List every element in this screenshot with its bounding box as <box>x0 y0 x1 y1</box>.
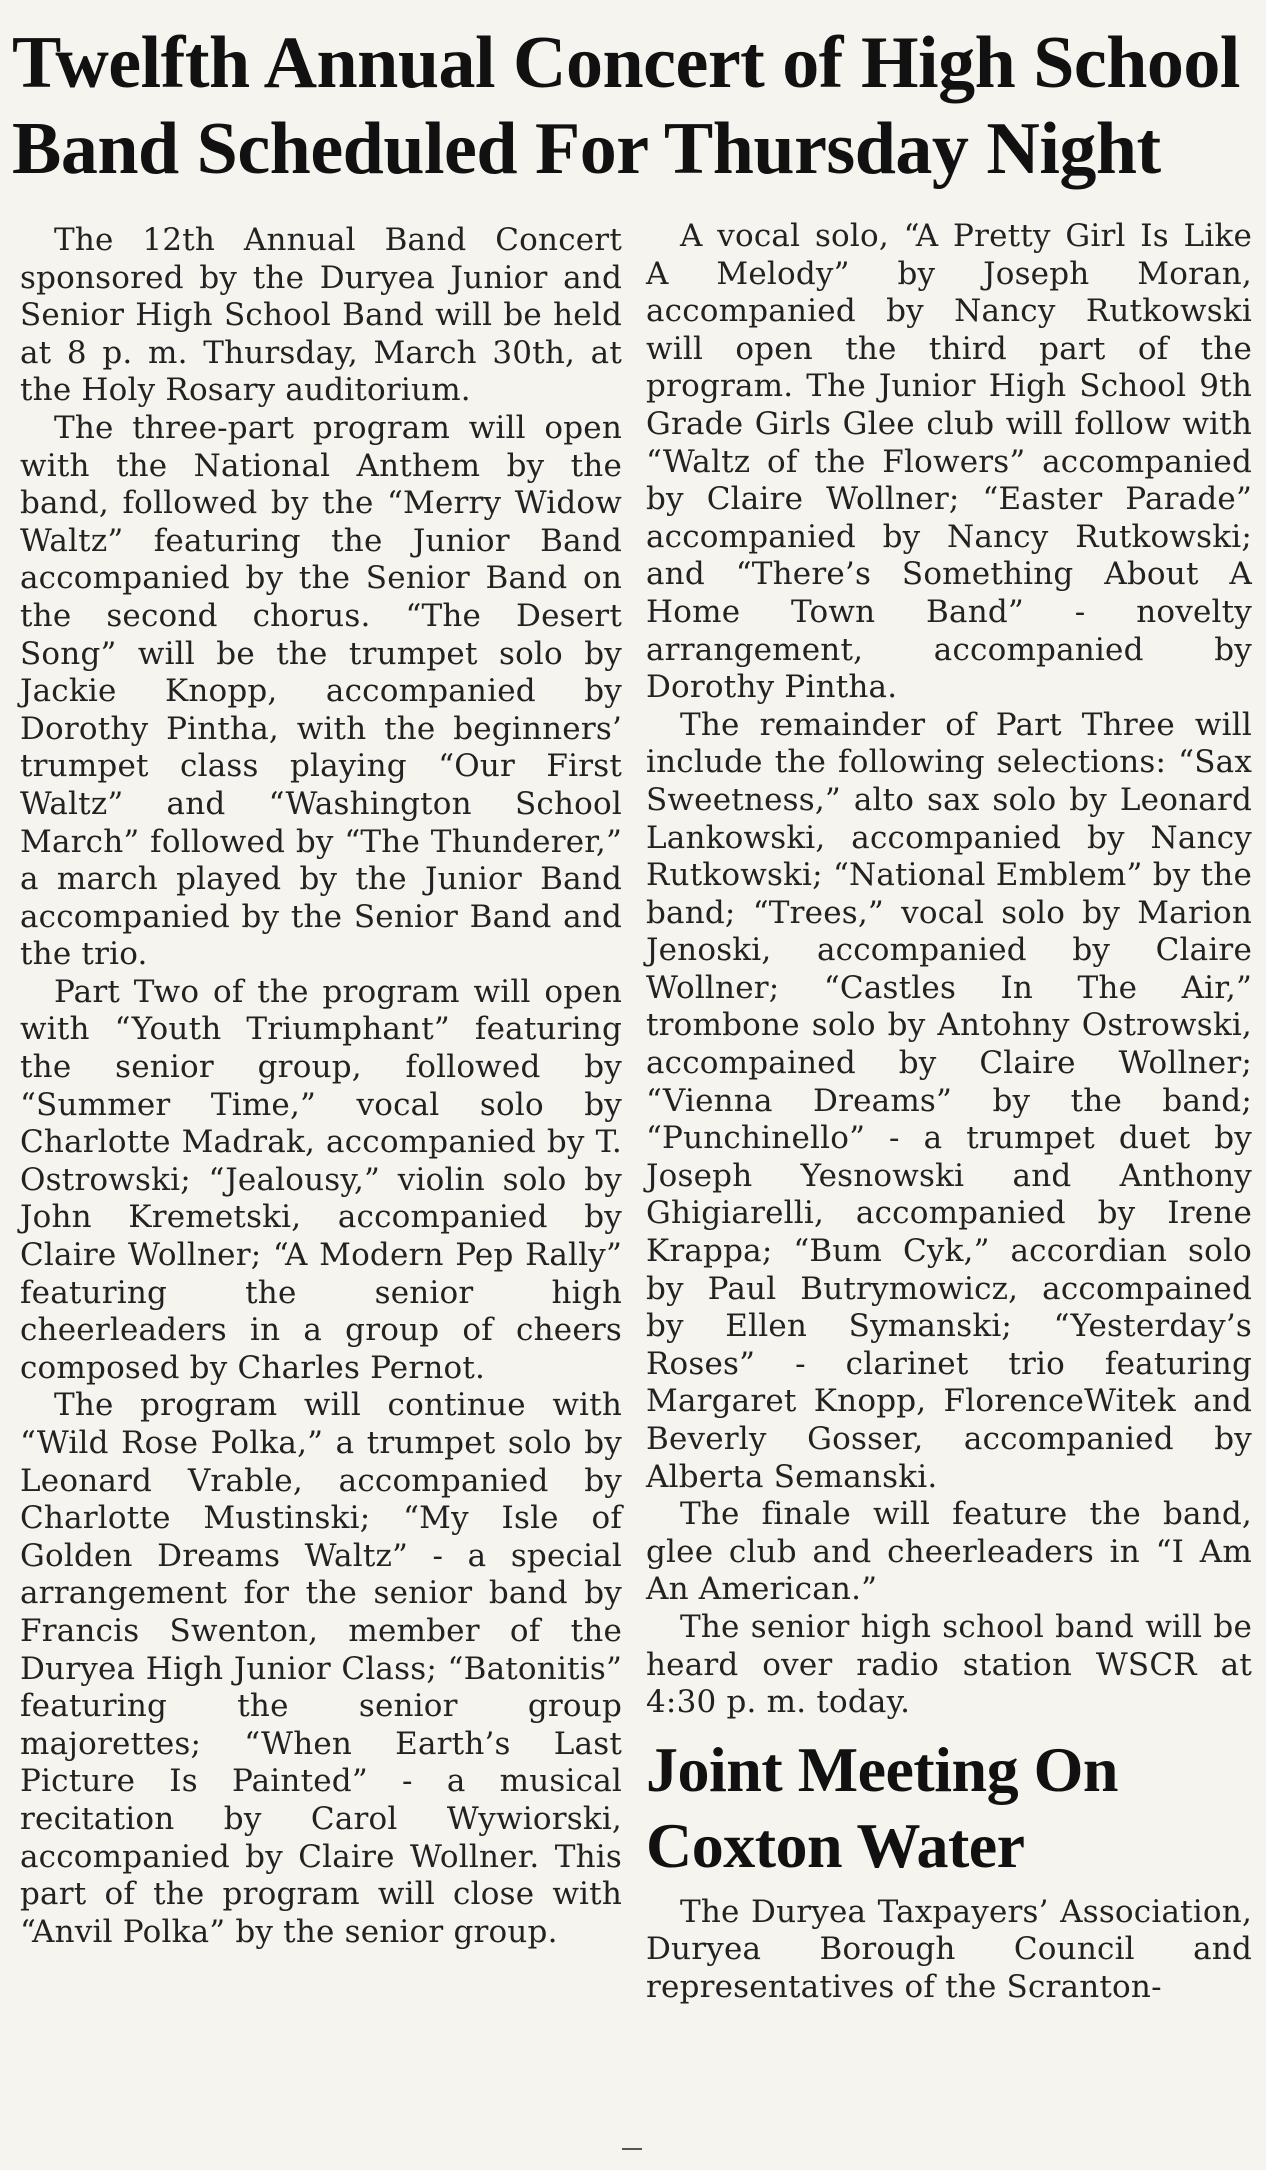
article-paragraph: The three-part program will open with the National Anthem by the band, followed by the “Merry Widow Waltz” featuring the Junior Band accompanied by the Senior Band on the second chorus. “The Desert Song” will be the trumpet solo by Jackie Knopp, accompanied by Dorothy Pintha, with the beginners’ trumpet class playing “Our First Waltz” and “Washington School March” followed by “The Thunderer,” a march played by the Junior Band accompanied by the Senior Band and the trio. <box>20 409 622 973</box>
column-end-rule <box>622 2148 642 2150</box>
article-column-right <box>646 218 1252 2007</box>
article-paragraph: The 12th Annual Band Concert sponsored by the Duryea Junior and Senior High School Band will be held at 8 p. m. Thursday, March 30th, at the Holy Rosary auditorium. <box>20 222 622 409</box>
article-paragraph: A vocal solo, “A Pretty Girl Is Like A Melody” by Joseph Moran, accompanied by Nancy Rutkowski will open the third part of the program. The Junior High School 9th Grade Girls Glee club will follow with “Waltz of the Flowers” accompanied by Claire Wollner; “Easter Parade” accompanied by Nancy Rutkowski; and “There’s Something About A Home Town Band” - novelty arrangement, accompanied by Dorothy Pintha. <box>646 218 1252 706</box>
second-article-headline: Joint Meeting On Coxton Water <box>646 1733 1118 1881</box>
article-column-left <box>20 222 622 1951</box>
second-article-paragraph: The Duryea Taxpayers’ Association, Duryea Borough Council and representatives of the Scranton- <box>646 1893 1252 2005</box>
article-paragraph: Part Two of the program will open with “Youth Triumphant” featuring the senior group, followed by “Summer Time,” vocal solo by Charlotte Madrak, accompanied by T. Ostrowski; “Jealousy,” violin solo by John Kremetski, accompanied by Claire Wollner; “A Modern Pep Rally” featuring the senior high cheerleaders in a group of cheers composed by Charles Pernot. <box>20 973 622 1386</box>
article-headline: Twelfth Annual Concert of High School Band Scheduled For Thursday Night <box>12 22 1240 190</box>
article-paragraph: The remainder of Part Three will include the following selections: “Sax Sweetness,” alto sax solo by Leonard Lankowski, accompanied by Nancy Rutkowski; “National Emblem” by the band; “Trees,” vocal solo by Marion Jenoski, accompanied by Claire Wollner; “Castles In The Air,” trombone solo by Antohny Ostrowski, accompained by Claire Wollner; “Vienna Dreams” by the band; “Punchinello” - a trumpet duet by Joseph Yesnowski and Anthony Ghigiarelli, accompanied by Irene Krappa; “Bum Cyk,” accordian solo by Paul Butrymowicz, accompained by Ellen Symanski; “Yesterday’s Roses” - clarinet trio featuring Margaret Knopp, FlorenceWitek and Beverly Gosser, accompanied by Alberta Semanski. <box>646 706 1252 1495</box>
article-paragraph: The program will continue with “Wild Rose Polka,” a trumpet solo by Leonard Vrable, accompanied by Charlotte Mustinski; “My Isle of Golden Dreams Waltz” - a special arrangement for the senior band by Francis Swenton, member of the Duryea High Junior Class; “Batonitis” featuring the senior group majorettes; “When Earth’s Last Picture Is Painted” - a musical recitation by Carol Wywiorski, accompanied by Claire Wollner. This part of the program will close with “Anvil Polka” by the senior group. <box>20 1387 622 1950</box>
article-paragraph: The senior high school band will be heard over radio station WSCR at 4:30 p. m. today. <box>646 1608 1252 1721</box>
article-paragraph: The finale will feature the band, glee club and cheerleaders in “I Am An American.” <box>646 1496 1252 1608</box>
